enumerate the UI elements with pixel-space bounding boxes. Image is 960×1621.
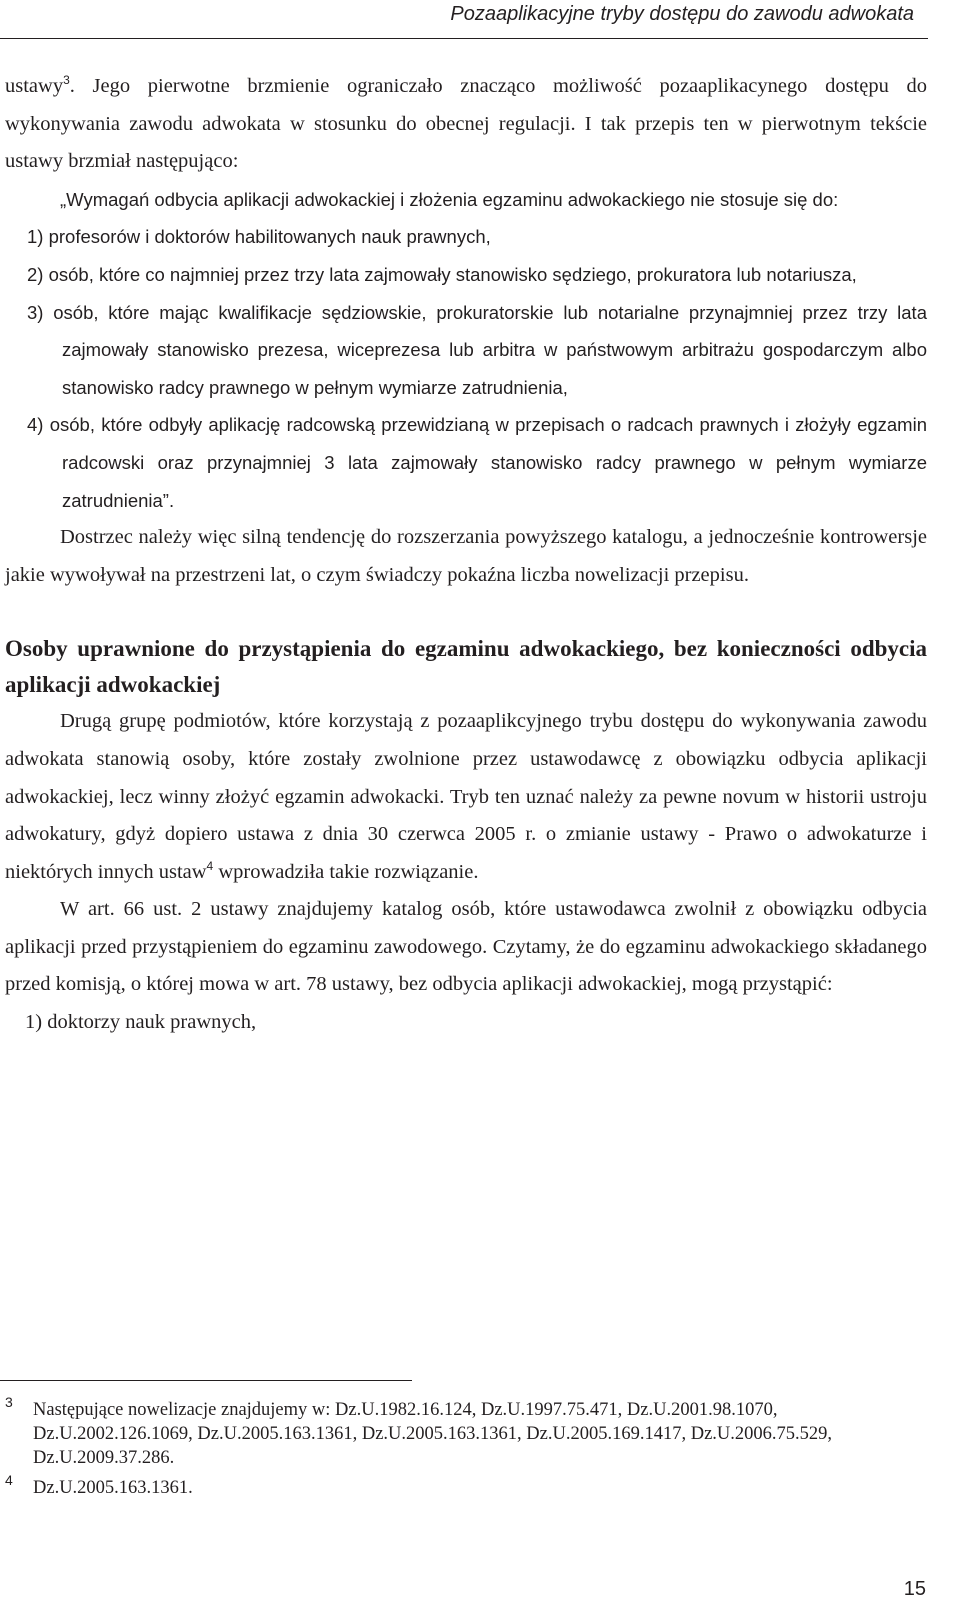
- page-number: 15: [903, 1578, 926, 1600]
- footnote-text: Dz.U.2005.163.1361.: [33, 1478, 193, 1498]
- running-header: [0, 0, 928, 39]
- footnote-number: 4: [5, 1472, 13, 1488]
- paragraph-article-66: W art. 66 ust. 2 ustawy znajdujemy katalog osób, które ustawodawca zwolnił z obowiązku odbycia aplikacji przed przystąpieniem do egzaminu zawodowego. Czytamy, że do egzaminu adwokackiego składanego przed komisją, o której mowa w art. 78 ustawy, bez odbycia aplikacji adwokackiej, mogą przystąpić:: [5, 898, 927, 996]
- list-item-doctors: 1) doktorzy nauk prawnych,: [25, 1011, 257, 1034]
- paragraph-intro-text-b: . Jego pierwotne brzmienie ograniczało znacząco możliwość pozaaplikacynego dostępu do wykonywania zawodu adwokata w stosunku do obecnej regulacji. I tak przepis ten w pierwotnym tekście ustawy brzmiał następująco:: [5, 75, 927, 173]
- footnotes: [5, 1394, 925, 1506]
- running-title: Pozaaplikacyjne tryby dostępu do zawodu adwokata: [450, 3, 914, 25]
- list-item: 3) osób, które mając kwalifikacje sędziowskie, prokuratorskie lub notarialne przynajmniej przez trzy lata zajmowały stanowisko prezesa, wiceprezesa lub arbitra w państwowym arbitrażu gospodarczym albo stanowisko radcy prawnego w pełnym wymiarze zatrudnienia,: [27, 301, 927, 398]
- footnote-3: [5, 1394, 925, 1470]
- list-item: 2) osób, które co najmniej przez trzy lata zajmowały stanowisko sędziego, prokuratora lub notariusza,: [27, 263, 857, 285]
- footnote-ref-4: 4: [206, 858, 214, 873]
- footnote-separator: [0, 1380, 412, 1381]
- page-body: [5, 68, 927, 1042]
- paragraph-intro: [5, 68, 927, 181]
- section-heading: Osoby uprawnione do przystąpienia do egzaminu adwokackiego, bez konieczności odbycia aplikacji adwokackiej: [5, 636, 927, 698]
- footnote-4: [5, 1472, 925, 1500]
- footnote-number: 3: [5, 1394, 13, 1410]
- section-spacer: [5, 594, 927, 631]
- paragraph-intro-text-a: ustawy: [5, 75, 64, 97]
- paragraph-second-group-text-b: wprowadziła takie rozwiązanie.: [213, 860, 479, 883]
- footnote-ref-3: 3: [63, 73, 70, 88]
- footnote-text: Następujące nowelizacje znajdujemy w: Dz.U.1982.16.124, Dz.U.1997.75.471, Dz.U.2001.98.1070, Dz.U.2002.126.1069, Dz.U.2005.163.1361, Dz.U.2005.163.1361, Dz.U.2005.169.1417, Dz.U.2006.75.529, Dz.U.2009.37.286.: [33, 1400, 833, 1468]
- paragraph-conclusion: Dostrzec należy więc silną tendencję do rozszerzania powyższego katalogu, a jednocześnie kontrowersje jakie wywoływał na przestrzeni lat, o czym świadczy pokaźna liczba nowelizacji przepisu.: [5, 526, 927, 586]
- paragraph-second-group: [5, 703, 927, 891]
- list-item: 4) osób, które odbyły aplikację radcowską przewidzianą w przepisach o radcach prawnych i złożyły egzamin radcowski oraz przynajmniej 3 lata zajmowały stanowisko radcy prawnego w pełnym wymiarze zatrudnienia”.: [27, 414, 927, 511]
- paragraph-second-group-text-a: Drugą grupę podmiotów, które korzystają z pozaaplikcyjnego trybu dostępu do wykonywania zawodu adwokata stanowią osoby, które zostały zwolnione przez ustawodawcę z obowiązku odbycia aplikacji adwokackiej, lecz winny złożyć egzamin adwokacki. Tryb ten uznać należy za pewne novum w historii ustroju adwokatury, gdyż dopiero ustawa z dnia 30 czerwca 2005 r. o zmianie ustawy - Prawo o adwokaturze i niektórych innych ustaw: [5, 710, 927, 883]
- list-item: 1) profesorów i doktorów habilitowanych nauk prawnych,: [27, 226, 491, 248]
- quote-intro: „Wymagań odbycia aplikacji adwokackiej i złożenia egzaminu adwokackiego nie stosuje się do:: [60, 188, 839, 210]
- quoted-statute: [5, 181, 927, 519]
